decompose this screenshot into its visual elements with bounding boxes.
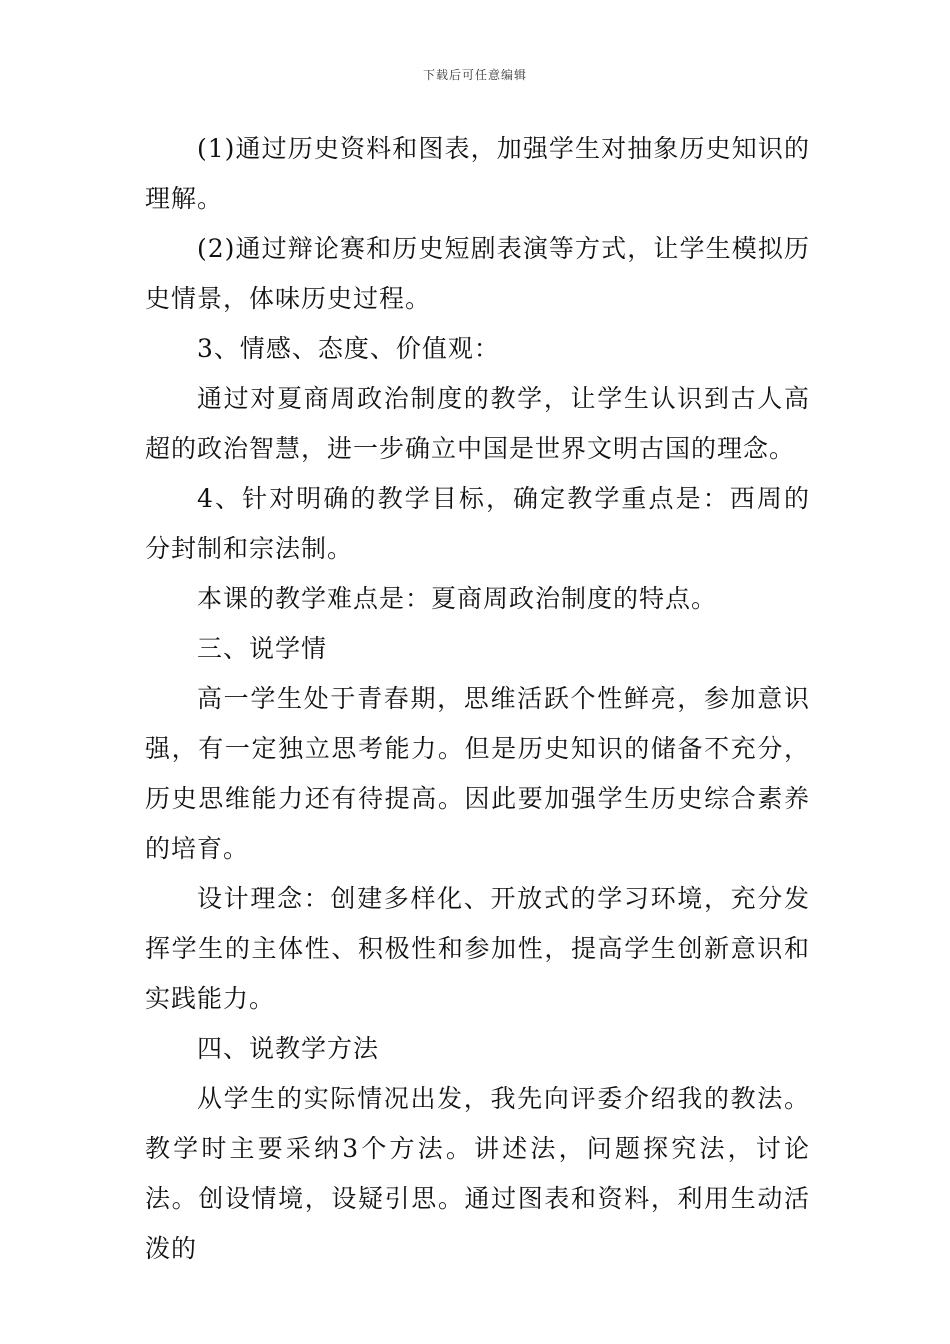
paragraph-teaching-methods: 从学生的实际情况出发，我先向评委介绍我的教法。教学时主要采纳3个方法。讲述法，问题探究法，讨论法。创设情境，设疑引思。通过图表和资料，利用生动活泼的 — [145, 1084, 810, 1263]
paragraph-values-heading: 3、情感、态度、价值观： — [197, 334, 500, 363]
paragraph-design-concept: 设计理念：创建多样化、开放式的学习环境，充分发挥学生的主体性、积极性和参加性，提高学生创新意识和实践能力。 — [145, 884, 810, 1013]
page-header: 下载后可任意编辑 — [422, 68, 527, 82]
document-body — [145, 124, 810, 1274]
paragraph-method-2: (2)通过辩论赛和历史短剧表演等方式，让学生模拟历史情景，体味历史过程。 — [145, 234, 810, 313]
paragraph-values-body: 通过对夏商周政治制度的教学，让学生认识到古人高超的政治智慧，进一步确立中国是世界文明古国的理念。 — [145, 384, 810, 463]
paragraph-method-1: (1)通过历史资料和图表，加强学生对抽象历史知识的理解。 — [145, 134, 810, 213]
section-heading-teaching-methods: 四、说教学方法 — [197, 1034, 380, 1063]
paragraph-key-points: 4、针对明确的教学目标，确定教学重点是：西周的分封制和宗法制。 — [145, 484, 810, 563]
paragraph-difficulty: 本课的教学难点是：夏商周政治制度的特点。 — [197, 584, 718, 613]
section-heading-student-analysis: 三、说学情 — [197, 634, 328, 663]
paragraph-student-analysis: 高一学生处于青春期，思维活跃个性鲜亮，参加意识强，有一定独立思考能力。但是历史知识的储备不充分，历史思维能力还有待提高。因此要加强学生历史综合素养的培育。 — [145, 684, 810, 863]
